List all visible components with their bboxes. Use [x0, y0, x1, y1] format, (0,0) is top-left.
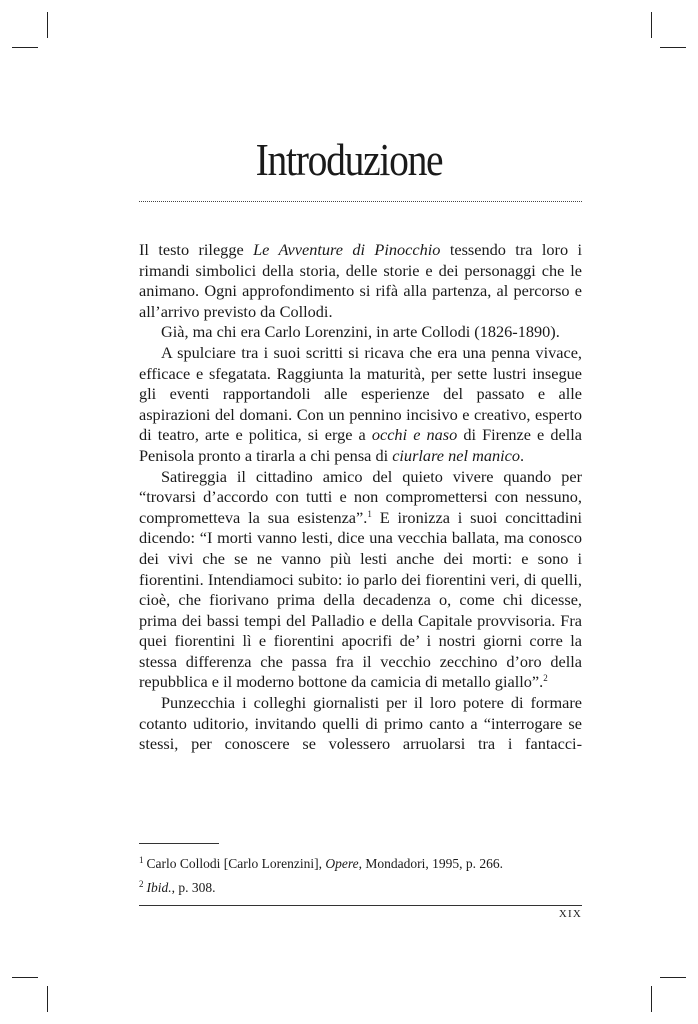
footnote-ref[interactable]: 1: [367, 508, 372, 519]
footnote-mark: 2: [139, 879, 144, 889]
crop-mark: [651, 986, 652, 1012]
paragraph: Già, ma chi era Carlo Lorenzini, in arte Collodi (1826-1890).: [161, 322, 560, 342]
crop-mark: [47, 986, 48, 1012]
crop-mark: [12, 977, 38, 978]
footnote-2: [139, 874, 582, 898]
footnotes: [139, 850, 582, 898]
crop-mark: [47, 12, 48, 38]
text-run: Satireggia il cittadino amico del quieto vivere quando per “trovarsi d’accordo con tutti e non compromettersi con nessuno, comprometteva la sua esistenza”.: [139, 466, 582, 527]
text-run: Carlo Collodi [Carlo Lorenzini],: [146, 856, 326, 871]
footnote-mark: 1: [139, 855, 144, 865]
text-run: .: [520, 445, 525, 465]
text-run: E ironizza i suoi concittadini dicendo: “I morti vanno lesti, dice una vecchia ballata, ma conosco dei vivi che se ne vanno più lesti anche dei morti: e sono i fiorentini. Intendiamoci subito: io parlo dei fiorentini veri, di quelli, cioè, che fiorivano prima della decadenza o, come chi dicesse, prima dei bassi tempi del Palladio e della Capitale provvisoria. Fra quei fiorentini lì e fiorentini apocrifi de’ i nostri giorni corre la stessa differenza che passa fra il vecchio zecchino d’oro della repubblica e il moderno bottone da camicia di metallo giallo”.: [139, 507, 582, 692]
crop-mark: [660, 977, 686, 978]
text-run: A spulciare tra i suoi scritti si ricava che era una penna vivace, efficace e sfegatata. Raggiunta la maturità, per sette lustri insegue gli eventi rapportandoli alle esperienze del passato e alle aspirazioni del domani. Con un pennino incisivo e creativo, esperto di teatro, arte e politica, si erge a: [139, 342, 582, 445]
crop-mark: [12, 47, 38, 48]
text-run: , p. 308.: [171, 880, 216, 895]
emphasis: ciurlare nel manico: [392, 445, 520, 465]
footnote-rule: [139, 843, 219, 844]
emphasis: occhi e naso: [371, 425, 458, 445]
text-run: tessendo tra loro i rimandi simbolici della storia, delle storie e dei personaggi che le animano. Ogni approfondimento si rifà alla partenza, al percorso e all’arrivo previsto da Collodi.: [139, 240, 583, 321]
paragraph: [139, 343, 582, 467]
title-dotted-rule: [139, 201, 582, 202]
footnote-ref[interactable]: 2: [543, 673, 548, 684]
book-title: Le Avventure di Pinocchio: [253, 240, 441, 259]
paragraph: [139, 467, 582, 694]
text-run: Il testo rilegge: [139, 240, 254, 259]
crop-mark: [651, 12, 652, 38]
footer-rule: [139, 905, 582, 906]
page-number: XIX: [558, 908, 582, 920]
page-title: Introduzione: [255, 134, 443, 185]
paragraph: [139, 240, 582, 322]
crop-mark: [660, 47, 686, 48]
body-text: [139, 240, 582, 755]
emphasis: Opere: [325, 856, 359, 871]
paragraph: Punzecchia i colleghi giornalisti per il loro potere di formare cotanto uditorio, invitando quelli di primo canto a “interrogare se stessi, per conoscere se volessero arruolarsi tra i fantacci-: [139, 693, 582, 754]
text-run: di Firenze e della Penisola pronto a tirarla a chi pensa di: [139, 425, 582, 465]
footnote-1: [139, 850, 582, 874]
emphasis: Ibid.: [146, 880, 172, 895]
text-run: , Mondadori, 1995, p. 266.: [358, 856, 503, 871]
